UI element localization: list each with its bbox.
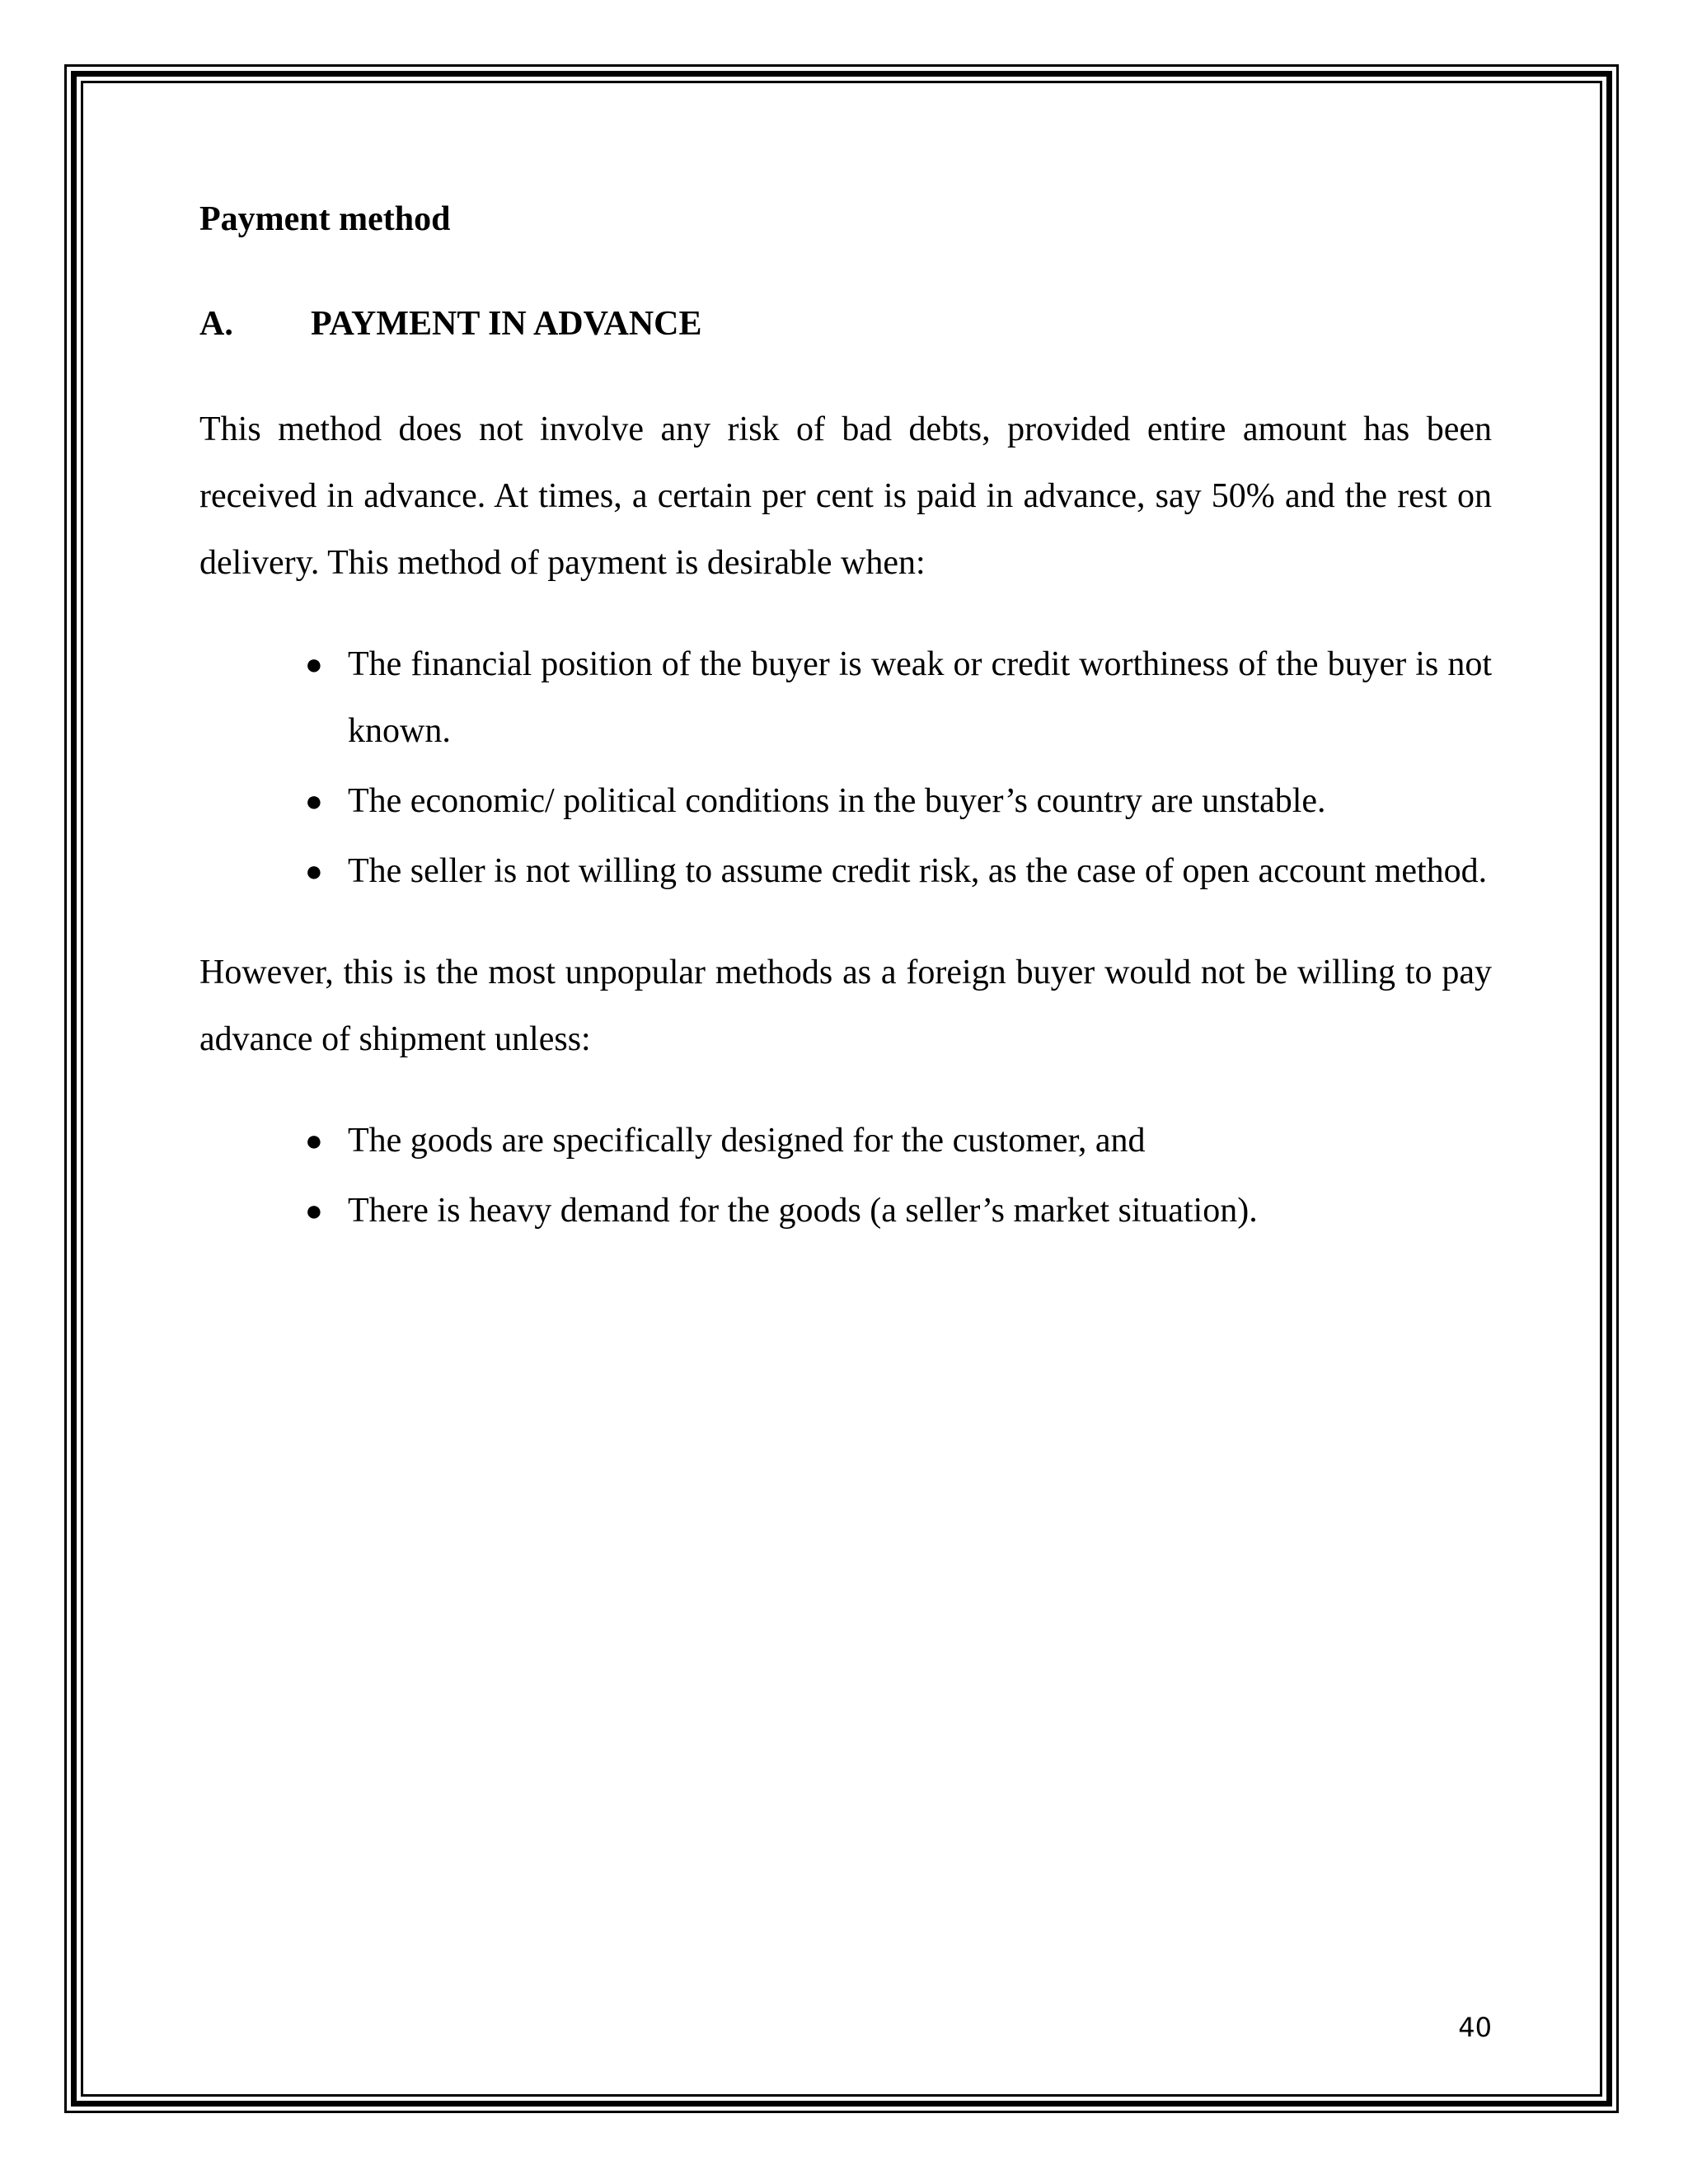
page-content — [199, 190, 1492, 1279]
page-number: 40 — [1458, 2012, 1492, 2043]
bullet-icon: ● — [305, 1194, 323, 1227]
bullet-list-exceptions — [199, 1108, 1492, 1244]
list-item-text: The seller is not willing to assume credit risk, as the case of open account method. — [348, 852, 1488, 890]
paragraph-intro: This method does not involve any risk of bad debts, provided entire amount has been received in advance. At times, a certain per cent is paid in advance, say 50% and the rest on delivery. This method of payment is desirable when: — [199, 410, 1492, 582]
list-item-text: The financial position of the buyer is weak or credit worthiness of the buyer is not known. — [348, 645, 1492, 750]
list-item — [305, 838, 1492, 905]
bullet-icon: ● — [305, 855, 323, 888]
list-item-text: There is heavy demand for the goods (a seller’s market situation). — [348, 1192, 1258, 1230]
bullet-icon: ● — [305, 785, 323, 818]
bullet-icon: ● — [305, 648, 323, 681]
page-heading: Payment method — [199, 200, 451, 238]
list-item-text: The goods are specifically designed for the customer, and — [348, 1122, 1146, 1160]
section-heading — [199, 294, 1492, 354]
list-item — [305, 768, 1492, 835]
list-item — [305, 1178, 1492, 1244]
section-letter: A. — [199, 305, 233, 343]
paragraph-however: However, this is the most unpopular methods as a foreign buyer would not be willing to pay advance of shipment unless: — [199, 954, 1492, 1058]
section-title: PAYMENT IN ADVANCE — [311, 305, 702, 343]
bullet-list-conditions — [199, 631, 1492, 905]
bullet-icon: ● — [305, 1124, 323, 1157]
list-item-text: The economic/ political conditions in the buyer’s country are unstable. — [348, 782, 1326, 820]
list-item — [305, 631, 1492, 765]
list-item — [305, 1108, 1492, 1174]
